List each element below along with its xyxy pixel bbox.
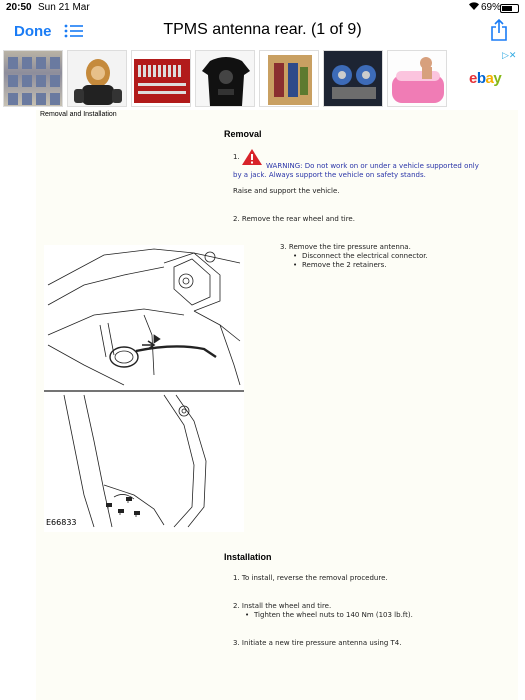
ad-product-4[interactable] bbox=[195, 50, 255, 107]
ebay-ad[interactable] bbox=[452, 50, 518, 107]
share-icon[interactable] bbox=[490, 19, 508, 41]
navigation-bar bbox=[0, 16, 525, 46]
status-bar bbox=[0, 0, 525, 16]
wifi-icon bbox=[468, 1, 480, 14]
ad-product-3[interactable] bbox=[131, 50, 191, 107]
figure-reference-label: E66833 bbox=[46, 518, 77, 527]
removal-step-2: 2. Remove the rear wheel and tire. bbox=[233, 215, 355, 223]
status-date: Sun 21 Mar bbox=[38, 2, 90, 13]
step-1-number: 1. bbox=[233, 153, 240, 161]
done-button[interactable]: Done bbox=[14, 23, 52, 40]
step-3-bullet-1: • Disconnect the electrical connector. bbox=[302, 252, 428, 260]
ebay-logo: ebay bbox=[469, 70, 502, 87]
ad-choices-icon[interactable]: ▷✕ bbox=[502, 50, 517, 60]
install-step-1: 1. To install, reverse the removal procedure. bbox=[233, 574, 388, 582]
install-step-3: 3. Initiate a new tire pressure antenna using T4. bbox=[233, 639, 402, 647]
document-title: TPMS antenna rear. (1 of 9) bbox=[163, 21, 362, 38]
install-step-2-bullet: • Tighten the wheel nuts to 140 Nm (103 lb.ft). bbox=[254, 611, 413, 619]
removal-heading: Removal bbox=[224, 129, 262, 139]
status-time: 20:50 bbox=[6, 2, 32, 13]
warning-text-line-1: WARNING: Do not work on or under a vehicle supported only bbox=[266, 162, 479, 170]
battery-level-fill bbox=[502, 6, 512, 11]
section-label: Removal and Installation bbox=[40, 111, 117, 118]
step-3-bullet-2: • Remove the 2 retainers. bbox=[302, 261, 387, 269]
warning-icon bbox=[241, 148, 263, 171]
removal-step-3: 3. Remove the tire pressure antenna. bbox=[280, 243, 411, 251]
ad-banner bbox=[0, 48, 525, 108]
antenna-diagram bbox=[44, 245, 244, 532]
ad-product-5[interactable] bbox=[259, 50, 319, 107]
ad-product-6[interactable] bbox=[323, 50, 383, 107]
install-step-2: 2. Install the wheel and tire. bbox=[233, 602, 332, 610]
ad-product-2[interactable] bbox=[67, 50, 127, 107]
ad-product-1[interactable] bbox=[3, 50, 63, 107]
raise-vehicle-text: Raise and support the vehicle. bbox=[233, 187, 340, 195]
ad-product-7[interactable] bbox=[387, 50, 447, 107]
battery-percentage: 69% bbox=[481, 2, 502, 13]
warning-text-line-2: by a jack. Always support the vehicle on safety stands. bbox=[233, 171, 426, 179]
installation-heading: Installation bbox=[224, 552, 272, 562]
battery-icon bbox=[500, 4, 519, 13]
